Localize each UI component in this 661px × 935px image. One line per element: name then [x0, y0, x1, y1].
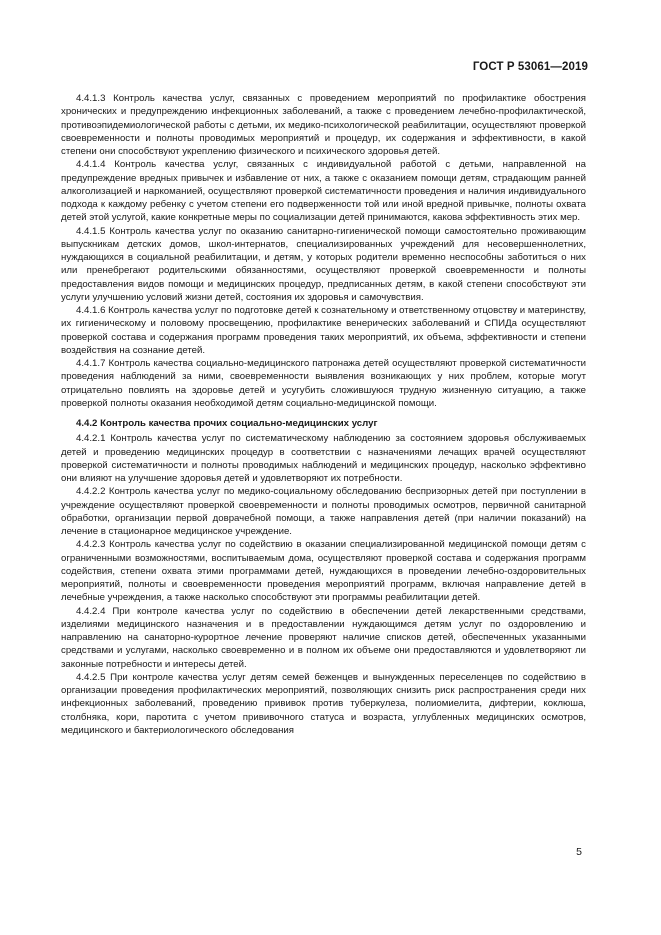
page-number: 5: [576, 846, 582, 858]
paragraph-4-4-1-4: 4.4.1.4 Контроль качества услуг, связанных с индивидуальной работой с детьми, направленной на предупреждение вредных привычек и избавление от них, а также с оказанием помощи детям, страдающим ранней алкоголизацией и наркоманией, осуществляют проверкой систематичности проведения и наличия индивидуального подхода к каждому ребенку с учетом степени его подверженности той или иной вредной привычке, полноты охвата детей этой услугой, какие конкретные меры по социализации детей принимаются, какова эффективность этих мер.: [61, 159, 586, 224]
paragraph-4-4-2-3: 4.4.2.3 Контроль качества услуг по содействию в оказании специализированной медицинской помощи детям с ограниченными возможностями, воспитываемым дома, осуществляют проверкой состава и содержания программ содействия, степени охвата этими программами детей, нуждающихся в проведении лечебно-оздоровительных мероприятий, полноты и своевременности проведения мероприятий программ, включая направление детей в лечебные учреждения, а также насколько способствуют эти программы реабилитации детей.: [61, 539, 586, 604]
paragraph-4-4-2-1: 4.4.2.1 Контроль качества услуг по систематическому наблюдению за состоянием здоровья обслуживаемых детей и проведению медицинских процедур в соответствии с назначениями лечащих врачей осуществляют проверкой систематичности и полноты проводимых наблюдений и медицинских процедур, насколько эффективно они влияют на улучшение здоровья детей и удовлетворяют их потребности.: [61, 433, 586, 484]
paragraph-4-4-2-4: 4.4.2.4 При контроле качества услуг по содействию в обеспечении детей лекарственными средствами, изделиями медицинского назначения и в предоставлении нуждающимся детям услуг по оздоровлению и направлению на санаторно-курортное лечение проверяют наличие списков детей, обеспеченных указанными средствами и услугами, насколько своевременно и в полном их объеме они предоставляются и удовлетворяют ли законные потребности и интересы детей.: [61, 605, 586, 670]
paragraph-4-4-2-5: 4.4.2.5 При контроле качества услуг детям семей беженцев и вынужденных переселенцев по содействию в организации проведения профилактических мероприятий, позволяющих снизить риск распространения среди них инфекционных заболеваний, проведению прививок против туберкулеза, полиомиелита, дифтерии, коклюша, столбняка, кори, паротита с учетом прививочного статуса и возраста, углубленных медицинских осмотров, медицинского и бактериологического обследования: [61, 671, 586, 736]
paragraph-4-4-2-2: 4.4.2.2 Контроль качества услуг по медико-социальному обследованию беспризорных детей при поступлении в учреждение осуществляют проверкой своевременности и полноты проводимых осмотров, первичной санитарной обработки, организации первой доврачебной помощи, а также направления детей (при наличии показаний) на лечение в стационарное медицинское учреждение.: [61, 486, 586, 537]
paragraph-4-4-1-6: 4.4.1.6 Контроль качества услуг по подготовке детей к сознательному и ответственному отцовству и материнству, их гигиеническому и половому просвещению, профилактике венерических заболеваний и СПИДа осуществляют проверкой состава и содержания программ проведения таких мероприятий, их объема, эффективности и степени воздействия на сознание детей.: [61, 305, 586, 356]
paragraph-4-4-1-5: 4.4.1.5 Контроль качества услуг по оказанию санитарно-гигиенической помощи самостоятельно проживающим выпускникам детских домов, школ-интернатов, специализированных учреждений для несовершеннолетних, нуждающихся в социальной реабилитации, и детям, у которых родители временно неспособны заботиться о них или пренебрегают родительскими обязанностями, осуществляют проверкой своевременности и полноты предоставления видов помощи и медицинских процедур, предписанных детям, в какой степени способствуют эти услуги улучшению условий жизни детей, состояния их здоровья и самочувствия.: [61, 225, 586, 303]
document-code: ГОСТ Р 53061—2019: [472, 61, 588, 73]
paragraph-4-4-1-7: 4.4.1.7 Контроль качества социально-медицинского патронажа детей осуществляют проверкой систематичности проведения наблюдений за ними, своевременности выявления возникающих у них проблем, которые могут отрицательно повлиять на здоровье детей и усугубить сложившуюся трудную жизненную ситуацию, а также проверкой полноты оказания необходимой детям социально-медицинской помощи.: [61, 358, 586, 409]
paragraph-4-4-1-3: 4.4.1.3 Контроль качества услуг, связанных с проведением мероприятий по профилактике обострения хронических и предупреждению инфекционных заболеваний, а также с проведением лечебно-профилактической, противоэпидемиологической работы с детьми, их медико-психологической реабилитации, осуществляют проверкой своевременности и полноты проводимых мероприятий и процедур, их содержания и эффективности, в какой степени они способствуют укреплению физического и психического здоровья детей.: [61, 93, 586, 157]
section-heading-4-4-2: 4.4.2 Контроль качества прочих социально-медицинских услуг: [76, 418, 378, 429]
document-body: [61, 92, 586, 737]
